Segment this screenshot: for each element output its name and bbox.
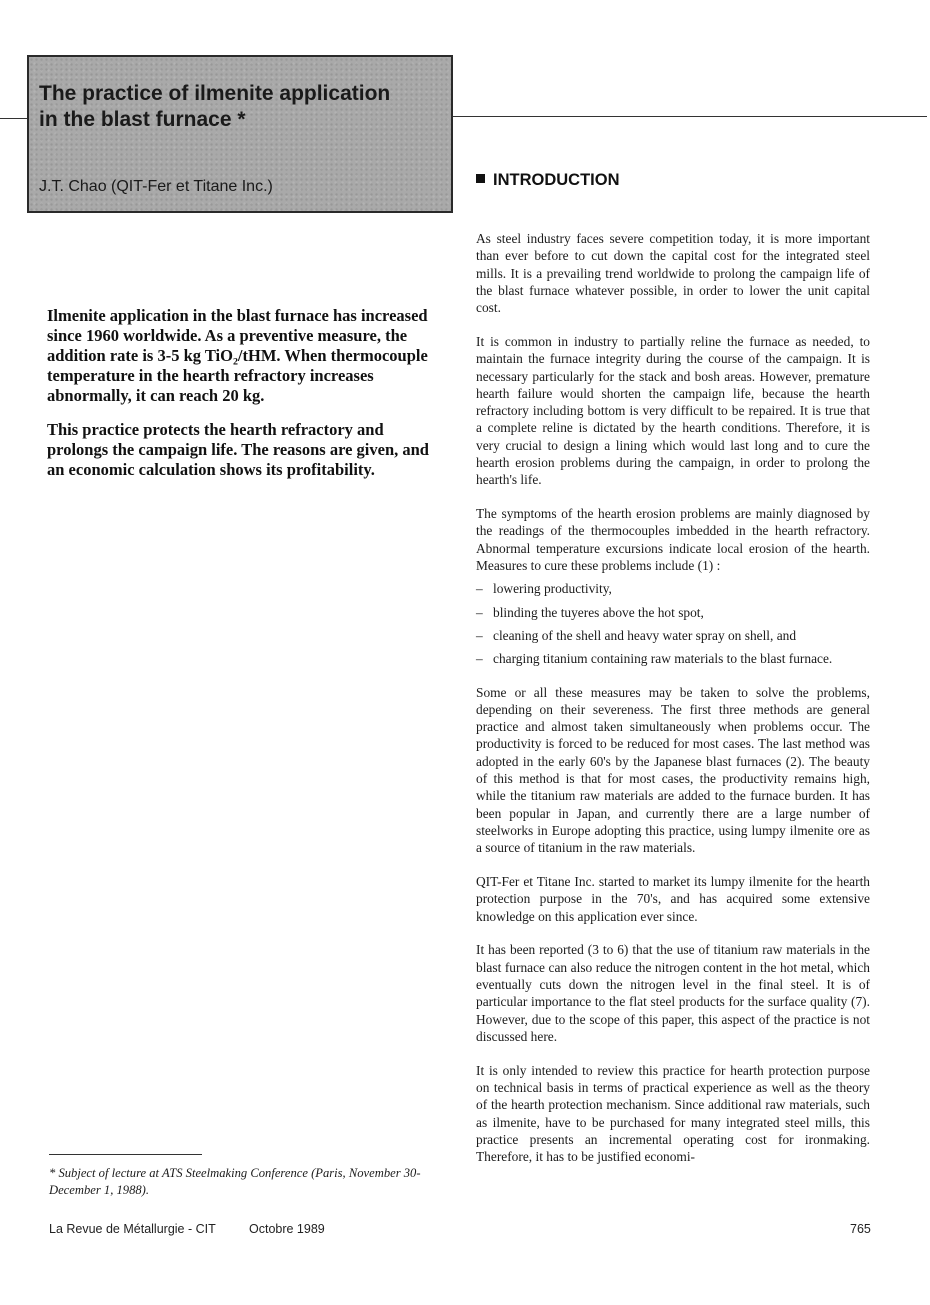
title-box	[27, 55, 453, 213]
page-number: 765	[850, 1222, 871, 1236]
abstract-paragraph-1: Ilmenite application in the blast furnace has increased since 1960 worldwide. As a preventive measure, the addition rate is 3-5 kg TiO₂/tHM. When thermocouple temperature in the hearth refractory increases abnormally, it can reach 20 kg.	[47, 306, 428, 405]
body-paragraph-4: Some or all these measures may be taken to solve the problems, depending on their severeness. The first three methods are general practice and almost taken simultaneously when problems occur. The productivity is forced to be reduced for most cases. The last method was adopted in the early 60's by the Japanese blast furnaces (2). The beauty of this method is that for most cases, the productivity remains high, while the titanium raw materials are added to the furnace burden. It has been popular in Japan, and currently there are a large number of steelworks in Europe adopting this practice, using lumpy ilmenite ore as a source of titanium in the raw materials.	[476, 684, 870, 856]
title-line-1: The practice of ilmenite application	[39, 82, 391, 105]
body-paragraph-7: It is only intended to review this practice for hearth protection purpose on technical basis in terms of practical experience as well as the theory of the hearth protection mechanism. Since additional raw materials, such as ilmenite, have to be purchased for many integrated steel mills, this practice presents an incremental operating cost for ironmaking. Therefore, it has to be justified economi-	[476, 1062, 870, 1165]
section-heading-introduction	[476, 171, 620, 190]
abstract-paragraph-2: This practice protects the hearth refractory and prolongs the campaign life. The reasons are given, and an economic calculation shows its profitability.	[47, 420, 429, 479]
body-paragraph-2: It is common in industry to partially reline the furnace as needed, to maintain the furnace integrity during the course of the campaign. It is necessary particularly for the stack and bosh areas. However, premature hearth failure would shorten the campaign life, because the hearth refractory including bottom is very difficult to be repaired. It is true that a complete reline is dictated by the hearth conditions. Therefore, it is very crucial to design a lining which would last long and to cure the hearth erosion problems during the campaign, in order to prolong the hearth's life.	[476, 333, 870, 488]
list-item	[476, 627, 870, 644]
body-paragraph-5: QIT-Fer et Titane Inc. started to market its lumpy ilmenite for the hearth protection purpose in the 70's, and has acquired some extensive knowledge on this application ever since.	[476, 874, 870, 924]
section-heading-text: INTRODUCTION	[493, 171, 620, 189]
body-paragraph-3: The symptoms of the hearth erosion problems are mainly diagnosed by the readings of the thermocouples imbedded in the hearth refractory. Abnormal temperature excursions indicate local erosion of the hearth. Measures to cure these problems include (1) :	[476, 506, 870, 574]
title-line-2: in the blast furnace *	[39, 108, 246, 131]
body-paragraph-1: As steel industry faces severe competition today, it is more important than ever before to cut down the capital cost for the integrated steel mills. It is a prevailing trend worldwide to prolong the campaign life of the blast furnace whatever possible, in order to lower the unit capital cost.	[476, 231, 870, 316]
footnote: * Subject of lecture at ATS Steelmaking Conference (Paris, November 30-December 1, 1988).	[49, 1166, 421, 1197]
list-item-text: lowering productivity,	[493, 581, 612, 597]
footer-date: Octobre 1989	[249, 1222, 325, 1236]
list-item	[476, 650, 870, 667]
abstract	[47, 306, 447, 494]
measures-list	[476, 580, 870, 667]
author-line: J.T. Chao (QIT-Fer et Titane Inc.)	[39, 178, 273, 195]
square-bullet-icon	[476, 174, 485, 183]
dash-bullet: –	[476, 604, 483, 620]
dash-bullet: –	[476, 581, 483, 597]
footer-journal: La Revue de Métallurgie - CIT	[49, 1222, 216, 1236]
list-item-text: charging titanium containing raw materials to the blast furnace.	[493, 651, 833, 667]
list-item	[476, 604, 870, 621]
title-rule-left	[0, 118, 27, 119]
list-item	[476, 580, 870, 597]
list-item-text: blinding the tuyeres above the hot spot,	[493, 604, 704, 620]
body-paragraph-6: It has been reported (3 to 6) that the use of titanium raw materials in the blast furnace can also reduce the nitrogen content in the hot metal, which eventually cuts down the nitrogen level in the final steel. It is of particular importance to the flat steel products for the surface quality (7). However, due to the scope of this paper, this aspect of the practice is not discussed here.	[476, 942, 870, 1044]
dash-bullet: –	[476, 627, 483, 643]
body-column	[476, 230, 870, 1182]
article-title	[39, 81, 390, 133]
dash-bullet: –	[476, 651, 483, 667]
list-item-text: cleaning of the shell and heavy water spray on shell, and	[493, 627, 797, 643]
title-rule-right	[453, 116, 927, 117]
footnote-rule	[49, 1154, 202, 1155]
